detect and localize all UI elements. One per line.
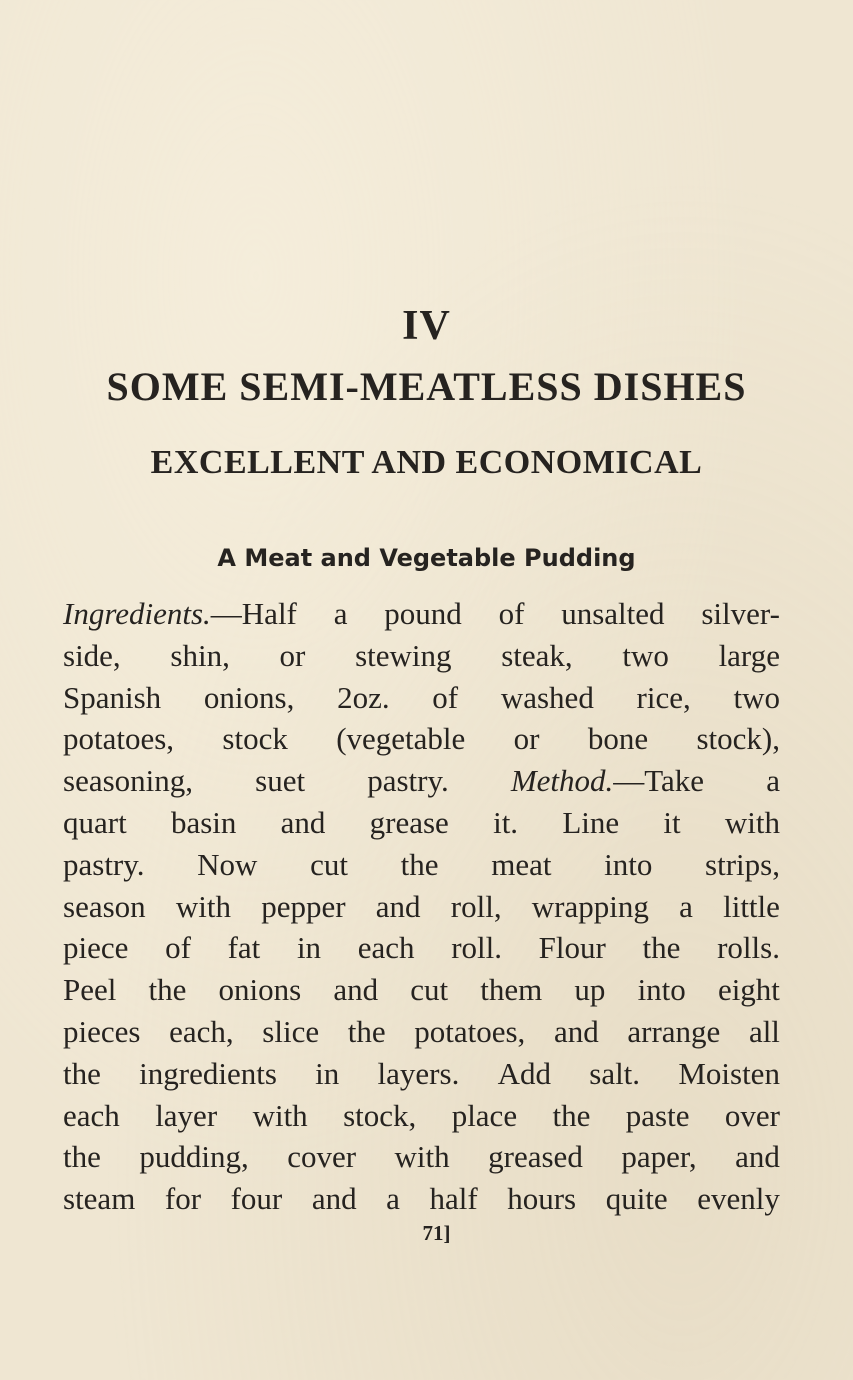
body-word <box>637 677 691 719</box>
word-text: into <box>637 972 686 1008</box>
body-word <box>376 886 421 928</box>
word-text: evenly <box>697 1181 780 1217</box>
body-word <box>333 969 378 1011</box>
body-word <box>63 1136 101 1178</box>
word-text: side, <box>63 637 121 673</box>
word-text: eight <box>717 972 780 1008</box>
body-word <box>253 1095 308 1137</box>
word-text: and <box>553 1013 599 1049</box>
body-line <box>63 969 780 1011</box>
word-text: with <box>252 1097 308 1133</box>
body-word <box>337 677 390 719</box>
body-word <box>622 635 669 677</box>
word-text: quite <box>605 1181 668 1217</box>
word-text: all <box>748 1013 780 1049</box>
body-line <box>63 760 780 802</box>
body-line <box>63 886 780 928</box>
word-text: season <box>63 888 146 924</box>
body-word <box>451 886 502 928</box>
word-text: ingredients <box>139 1055 277 1091</box>
word-text: —Half <box>210 596 297 631</box>
body-word <box>705 844 780 886</box>
word-text: pepper <box>261 888 346 924</box>
body-word <box>395 1136 450 1178</box>
italic-term: Method. <box>510 763 614 799</box>
word-text: place <box>451 1097 518 1133</box>
word-text: onions, <box>203 679 295 715</box>
word-text: cut <box>410 972 449 1008</box>
word-text: (vegetable <box>336 721 466 757</box>
body-line <box>63 1136 780 1178</box>
word-text: in <box>315 1055 340 1091</box>
body-word <box>63 718 174 760</box>
body-line <box>63 718 780 760</box>
word-text: bone <box>587 721 649 757</box>
word-text: a <box>333 596 348 631</box>
word-text: each <box>357 930 415 966</box>
word-text: the <box>552 1097 591 1133</box>
body-word <box>561 593 664 635</box>
word-text: unsalted <box>561 596 665 631</box>
body-word <box>554 1011 599 1053</box>
word-text: in <box>296 930 322 966</box>
body-word <box>604 844 652 886</box>
body-word <box>231 1178 283 1220</box>
body-word <box>480 969 542 1011</box>
word-text: potatoes, <box>414 1013 526 1049</box>
body-word <box>696 718 780 760</box>
body-word <box>621 1136 696 1178</box>
body-word <box>176 886 231 928</box>
body-word <box>663 802 680 844</box>
word-text: with <box>175 888 231 924</box>
word-text: Line <box>562 804 620 840</box>
body-word <box>626 1095 690 1137</box>
body-word <box>638 969 686 1011</box>
word-text: pastry. <box>367 763 449 799</box>
body-word <box>370 802 449 844</box>
body-word <box>451 927 502 969</box>
word-text: of <box>498 596 525 631</box>
body-word <box>697 1178 780 1220</box>
body-word <box>733 677 780 719</box>
body-word <box>63 886 146 928</box>
word-text: for <box>164 1181 202 1217</box>
body-word <box>287 1136 356 1178</box>
word-text: of <box>165 930 191 966</box>
body-word <box>170 635 229 677</box>
word-text: with <box>394 1139 450 1175</box>
word-text: slice <box>262 1013 320 1049</box>
word-text: rolls. <box>717 930 780 966</box>
word-text: steam <box>63 1181 136 1217</box>
body-word <box>643 927 681 969</box>
word-text: meat <box>491 846 552 882</box>
body-word <box>367 760 449 802</box>
body-word <box>766 760 780 802</box>
body-word <box>171 802 236 844</box>
word-text: cut <box>310 846 348 882</box>
body-word <box>63 677 161 719</box>
body-word <box>204 677 294 719</box>
body-line <box>63 1011 780 1053</box>
word-text: it <box>663 804 681 840</box>
body-word <box>222 718 287 760</box>
word-text: pastry. <box>63 846 145 882</box>
body-word <box>255 760 305 802</box>
body-word <box>735 1136 780 1178</box>
body-word <box>149 969 187 1011</box>
body-word <box>386 1178 400 1220</box>
word-text: wrapping <box>531 888 649 924</box>
word-text: up <box>574 972 606 1008</box>
body-word <box>488 1136 583 1178</box>
body-word <box>498 1053 551 1095</box>
body-word <box>532 886 649 928</box>
word-text: grease <box>369 804 449 840</box>
word-text: two <box>622 637 669 673</box>
word-text: stock, <box>343 1097 417 1133</box>
word-text: salt. <box>589 1055 641 1091</box>
word-text: Spanish <box>63 679 162 715</box>
word-text: of <box>432 679 459 715</box>
chapter-subtitle: EXCELLENT AND ECONOMICAL <box>150 444 703 481</box>
word-text: quart <box>63 804 127 840</box>
body-word <box>723 886 780 928</box>
body-word <box>63 969 116 1011</box>
body-word <box>63 1011 140 1053</box>
body-word <box>165 927 191 969</box>
body-word <box>297 927 321 969</box>
body-word <box>562 802 619 844</box>
word-text: potatoes, <box>63 721 175 757</box>
body-line <box>63 593 780 635</box>
body-word <box>219 969 302 1011</box>
body-word <box>280 635 306 677</box>
word-text: basin <box>170 804 237 840</box>
body-word <box>491 844 551 886</box>
body-line <box>63 927 780 969</box>
body-word <box>725 1095 780 1137</box>
word-text: large <box>718 637 780 673</box>
word-text: Moisten <box>678 1055 780 1091</box>
body-word <box>718 969 780 1011</box>
body-word <box>514 718 540 760</box>
word-text: or <box>513 721 540 757</box>
body-word <box>197 844 257 886</box>
body-word <box>507 1178 576 1220</box>
word-text: steak, <box>501 637 573 673</box>
body-word <box>312 1178 357 1220</box>
body-word <box>378 1053 460 1095</box>
body-word <box>429 1178 477 1220</box>
body-word <box>501 677 594 719</box>
word-text: stock <box>222 721 288 757</box>
word-text: the <box>400 846 439 882</box>
body-word <box>552 1095 590 1137</box>
word-text: paper, <box>621 1139 697 1175</box>
body-line <box>63 1053 780 1095</box>
word-text: onions <box>218 972 302 1008</box>
body-word <box>358 927 415 969</box>
body-word <box>414 1011 525 1053</box>
body-word <box>155 1095 217 1137</box>
body-line <box>63 802 780 844</box>
word-text: strips, <box>705 846 780 882</box>
body-word <box>401 844 439 886</box>
word-text: roll. <box>451 930 502 966</box>
word-text: with <box>724 804 780 840</box>
word-text: a <box>679 888 693 924</box>
body-word <box>432 677 458 719</box>
word-text: a <box>766 763 780 799</box>
word-text: Add <box>497 1055 551 1091</box>
body-line <box>63 1178 780 1220</box>
word-text: washed <box>500 679 594 715</box>
body-word <box>165 1178 201 1220</box>
body-word <box>348 1011 386 1053</box>
body-word <box>679 886 693 928</box>
body-word <box>501 635 572 677</box>
word-text: the <box>63 1055 101 1091</box>
word-text: into <box>604 846 653 882</box>
body-word <box>63 1053 101 1095</box>
word-text: —Take <box>613 763 705 799</box>
word-text: greased <box>488 1139 583 1175</box>
body-word <box>511 760 704 802</box>
word-text: seasoning, <box>63 763 194 799</box>
word-text: each, <box>169 1013 234 1049</box>
body-line <box>63 677 780 719</box>
body-word <box>262 1011 319 1053</box>
word-text: cover <box>287 1139 357 1175</box>
body-word <box>63 927 128 969</box>
body-word <box>63 635 121 677</box>
body-word <box>139 1136 248 1178</box>
body-word <box>701 593 780 635</box>
body-word <box>717 927 780 969</box>
word-text: stewing <box>355 637 452 673</box>
body-word <box>749 1011 780 1053</box>
word-text: silver- <box>701 596 780 631</box>
body-word <box>410 969 448 1011</box>
word-text: arrange <box>627 1013 721 1049</box>
word-text: rice, <box>636 679 691 715</box>
page-number: 71] <box>422 1221 451 1245</box>
body-word <box>384 593 462 635</box>
word-text: pudding, <box>139 1139 249 1175</box>
word-text: and <box>333 972 379 1008</box>
word-text: and <box>280 804 326 840</box>
body-word <box>139 1053 277 1095</box>
chapter-number: IV <box>402 303 451 349</box>
word-text: each <box>63 1097 120 1133</box>
body-word <box>261 886 345 928</box>
body-line <box>63 844 780 886</box>
body-word <box>169 1011 234 1053</box>
word-text: the <box>63 1139 101 1175</box>
word-text: hours <box>507 1181 577 1217</box>
word-text: and <box>375 888 421 924</box>
word-text: roll, <box>450 888 502 924</box>
body-word <box>228 927 261 969</box>
body-word <box>63 1095 120 1137</box>
body-word <box>499 593 525 635</box>
body-word <box>588 718 648 760</box>
body-word <box>315 1053 339 1095</box>
word-text: the <box>347 1013 386 1049</box>
word-text: paste <box>625 1097 690 1133</box>
word-text: them <box>480 972 543 1008</box>
body-word <box>678 1053 780 1095</box>
body-word <box>452 1095 517 1137</box>
body-word <box>606 1178 668 1220</box>
body-word <box>334 593 348 635</box>
word-text: layer <box>155 1097 218 1133</box>
word-text: stock), <box>696 721 780 757</box>
body-word <box>63 1178 135 1220</box>
word-text: fat <box>227 930 261 966</box>
word-text: a <box>386 1181 400 1217</box>
italic-term: Ingredients. <box>63 596 211 631</box>
body-word <box>63 844 145 886</box>
body-word <box>63 593 297 635</box>
body-word <box>574 969 605 1011</box>
word-text: layers. <box>377 1055 460 1091</box>
body-word <box>719 635 780 677</box>
word-text: little <box>723 888 780 924</box>
body-line <box>63 1095 780 1137</box>
body-word <box>539 927 606 969</box>
word-text: Peel <box>63 972 117 1008</box>
body-word <box>493 802 518 844</box>
body-word <box>63 760 193 802</box>
body-word <box>343 1095 416 1137</box>
word-text: shin, <box>170 637 230 673</box>
word-text: Now <box>197 846 258 882</box>
word-text: pound <box>384 596 462 631</box>
word-text: piece <box>63 930 129 966</box>
word-text: pieces <box>63 1013 141 1049</box>
word-text: the <box>642 930 681 966</box>
body-word <box>355 635 451 677</box>
body-word <box>336 718 465 760</box>
word-text: or <box>279 637 306 673</box>
word-text: two <box>733 679 780 715</box>
word-text: half <box>429 1181 478 1217</box>
word-text: and <box>735 1139 780 1175</box>
word-text: 2oz. <box>337 679 390 715</box>
recipe-title: A Meat and Vegetable Pudding <box>217 544 636 572</box>
word-text: the <box>148 972 187 1008</box>
word-text: suet <box>255 763 306 799</box>
word-text: and <box>311 1181 357 1217</box>
body-word <box>281 802 326 844</box>
body-line <box>63 635 780 677</box>
body-word <box>589 1053 640 1095</box>
body-word <box>310 844 348 886</box>
word-text: over <box>724 1097 780 1133</box>
word-text: it. <box>493 804 519 840</box>
chapter-title: SOME SEMI-MEATLESS DISHES <box>106 364 747 409</box>
body-word <box>627 1011 720 1053</box>
body-word <box>725 802 780 844</box>
word-text: Flour <box>538 930 606 966</box>
recipe-body <box>63 593 780 1220</box>
body-word <box>63 802 127 844</box>
word-text: four <box>230 1181 283 1217</box>
